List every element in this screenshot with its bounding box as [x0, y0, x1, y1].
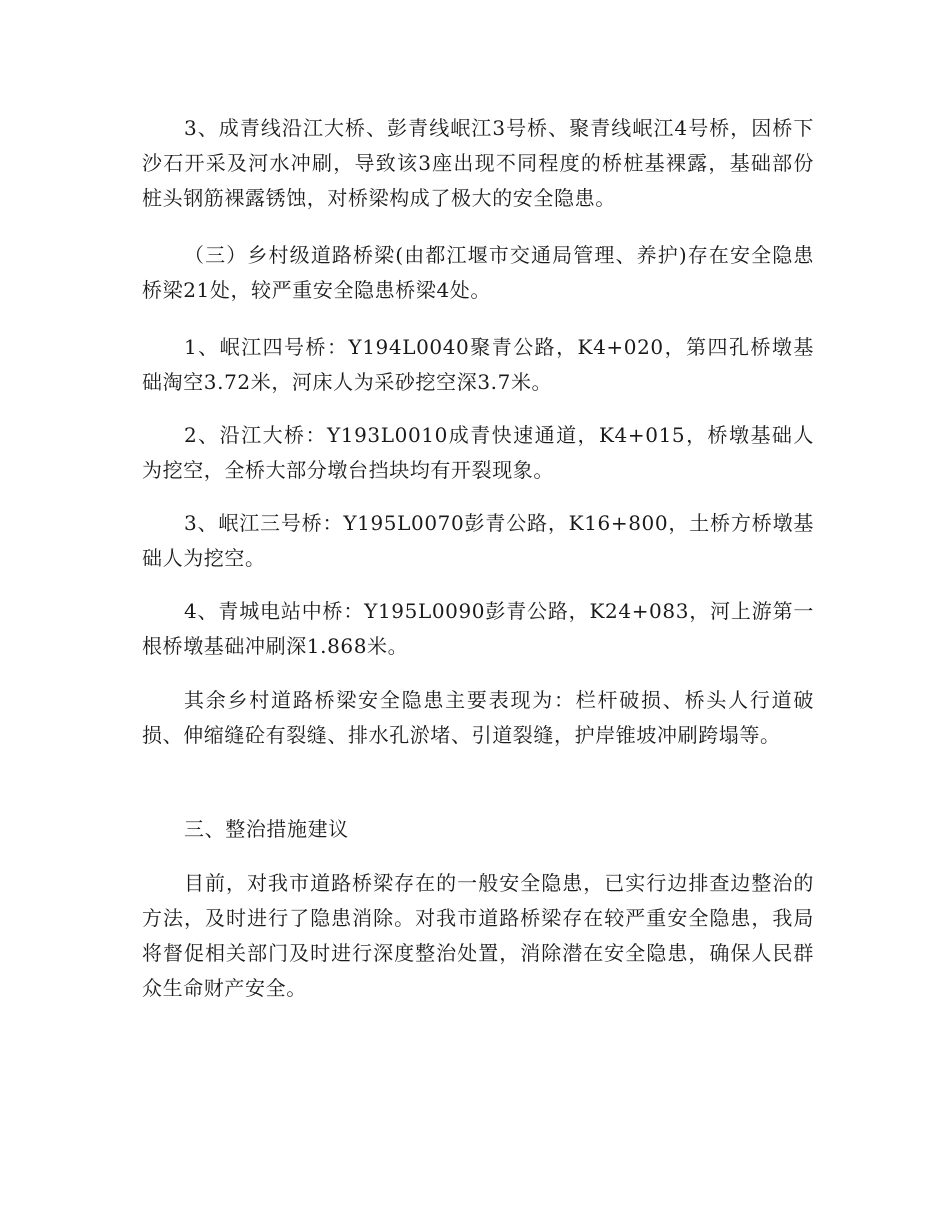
paragraph-qingcheng-station-bridge: 4、青城电站中桥：Y195L0090彭青公路，K24+083，河上游第一根桥墩基础冲刷深1.868米。 [142, 599, 814, 658]
paragraph-remediation-measures: 目前，对我市道路桥梁存在的一般安全隐患，已实行边排查边整治的方法，及时进行了隐患消除。对我市道路桥梁存在较严重安全隐患，我局将督促相关部门及时进行深度整治处置，消除潜在安全隐患，确保人民群众生命财产安全。 [142, 871, 814, 1000]
section-heading-remediation: 三、整治措施建议 [184, 817, 349, 841]
paragraph-other-rural-hazards: 其余乡村道路桥梁安全隐患主要表现为：栏杆破损、桥头人行道破损、伸缩缝砼有裂缝、排水孔淤堵、引道裂缝，护岸锥坡冲刷跨塌等。 [142, 688, 814, 747]
paragraph-rural-bridges-summary: （三）乡村级道路桥梁(由都江堰市交通局管理、养护)存在安全隐患桥梁21处，较严重安全隐患桥梁4处。 [142, 243, 814, 302]
paragraph-minjiang-bridge-3: 3、岷江三号桥：Y195L0070彭青公路，K16+800，土桥方桥墩基础人为挖空。 [142, 511, 814, 570]
paragraph-bridge-3-exposed-piles: 3、成青线沿江大桥、彭青线岷江3号桥、聚青线岷江4号桥，因桥下沙石开采及河水冲刷，导致该3座出现不同程度的桥桩基裸露，基础部份桩头钢筋裸露锈蚀，对桥梁构成了极大的安全隐患。 [142, 116, 814, 210]
paragraph-minjiang-bridge-4: 1、岷江四号桥：Y194L0040聚青公路，K4+020，第四孔桥墩基础淘空3.72米，河床人为采砂挖空深3.7米。 [142, 335, 814, 394]
paragraph-yanjiang-bridge: 2、沿江大桥：Y193L0010成青快速通道，K4+015，桥墩基础人为挖空，全桥大部分墩台挡块均有开裂现象。 [142, 423, 814, 482]
